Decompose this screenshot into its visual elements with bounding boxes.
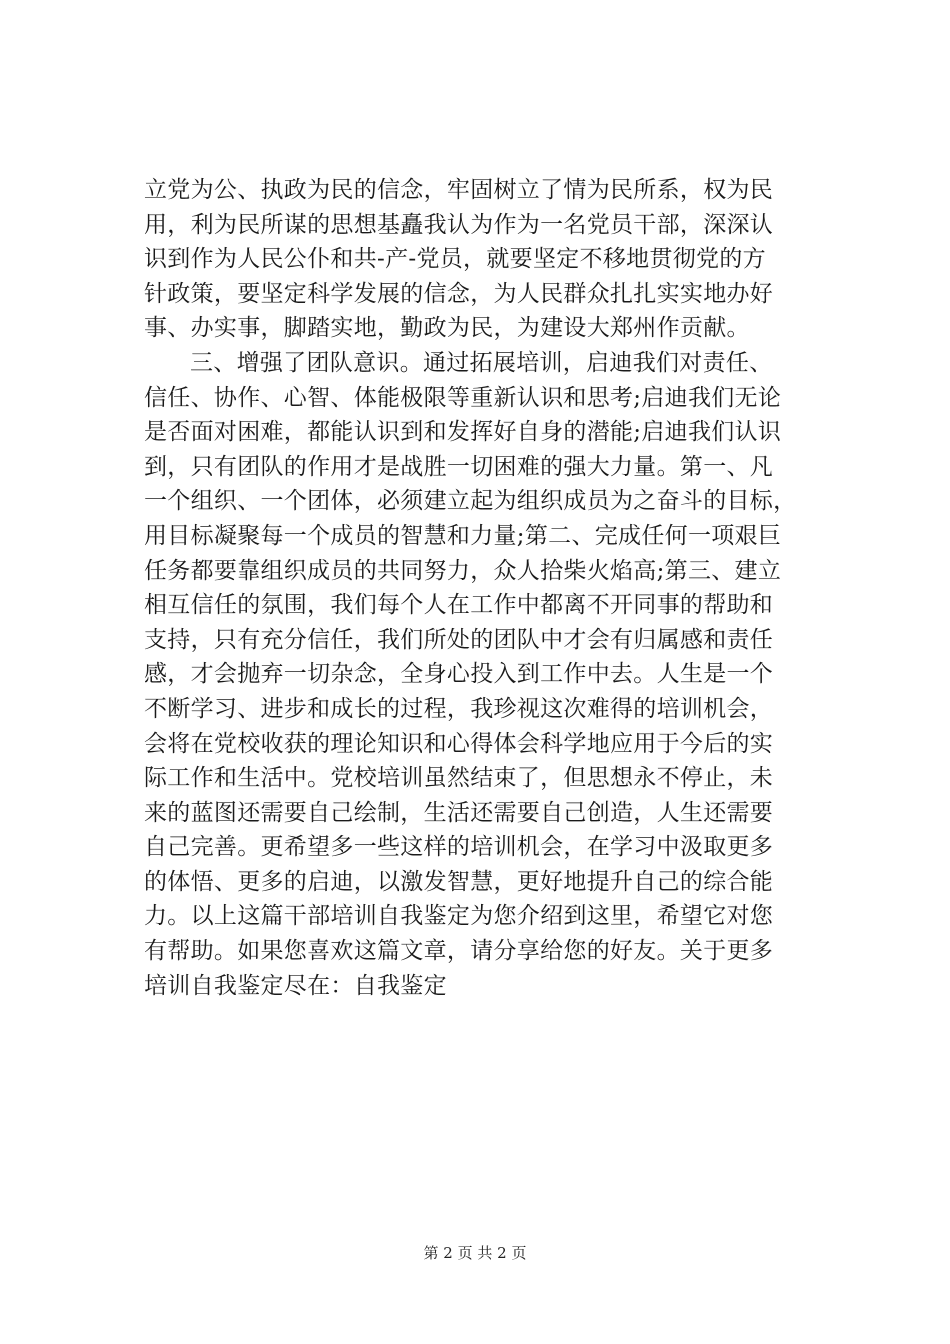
text-line: 是否面对困难，都能认识到和发挥好自身的潜能;启迪我们认识: [144, 419, 782, 446]
text-line: 有帮助。如果您喜欢这篇文章，请分享给您的好友。关于更多: [144, 938, 774, 965]
text-line: 的体悟、更多的启迪，以激发智慧，更好地提升自己的综合能: [144, 868, 774, 895]
text-line: 会将在党校收获的理论知识和心得体会科学地应用于今后的实: [144, 730, 774, 757]
text-line: 用，利为民所谋的思想基矗我认为作为一名党员干部，深深认: [144, 211, 774, 238]
text-line: 不断学习、进步和成长的过程，我珍视这次难得的培训机会，: [144, 695, 774, 722]
text-line: 一个组织、一个团体，必须建立起为组织成员为之奋斗的目标，: [144, 488, 797, 515]
text-line: 感，才会抛弃一切杂念，全身心投入到工作中去。人生是一个: [144, 661, 774, 688]
page-number-label: 第 2 页 共 2 页: [423, 1244, 527, 1262]
page-footer: [0, 1242, 950, 1264]
text-line: 来的蓝图还需要自己绘制，生活还需要自己创造，人生还需要: [144, 799, 774, 826]
text-line: 培训自我鉴定尽在：自我鉴定: [144, 972, 447, 999]
text-line: 立党为公、执政为民的信念，牢固树立了情为民所系，权为民: [144, 177, 774, 203]
text-line: 针政策，要坚定科学发展的信念，为人民群众扎扎实实地办好: [144, 280, 774, 307]
text-line: 自己完善。更希望多一些这样的培训机会，在学习中汲取更多: [144, 834, 774, 861]
text-line: 相互信任的氛围，我们每个人在工作中都离不开同事的帮助和: [144, 592, 774, 619]
text-line: 用目标凝聚每一个成员的智慧和力量;第二、完成任何一项艰巨: [144, 522, 782, 549]
text-line: 信任、协作、心智、体能极限等重新认识和思考;启迪我们无论: [144, 384, 782, 411]
text-line: 事、办实事，脚踏实地，勤政为民，为建设大郑州作贡献。: [144, 315, 750, 342]
text-line: 到，只有团队的作用才是战胜一切困难的强大力量。第一、凡: [144, 453, 774, 480]
text-line: 支持，只有充分信任，我们所处的团队中才会有归属感和责任: [144, 626, 774, 653]
text-line: 际工作和生活中。党校培训虽然结束了，但思想永不停止，未: [144, 765, 774, 792]
body-text: [144, 173, 844, 1003]
text-line: 任务都要靠组织成员的共同努力，众人拾柴火焰高;第三、建立: [144, 557, 782, 584]
section-heading-line: 三、增强了团队意识。通过拓展培训，启迪我们对责任、: [190, 349, 773, 376]
text-line: 识到作为人民公仆和共-产-党员，就要坚定不移地贯彻党的方: [144, 246, 766, 273]
text-line: 力。以上这篇干部培训自我鉴定为您介绍到这里，希望它对您: [144, 903, 774, 930]
